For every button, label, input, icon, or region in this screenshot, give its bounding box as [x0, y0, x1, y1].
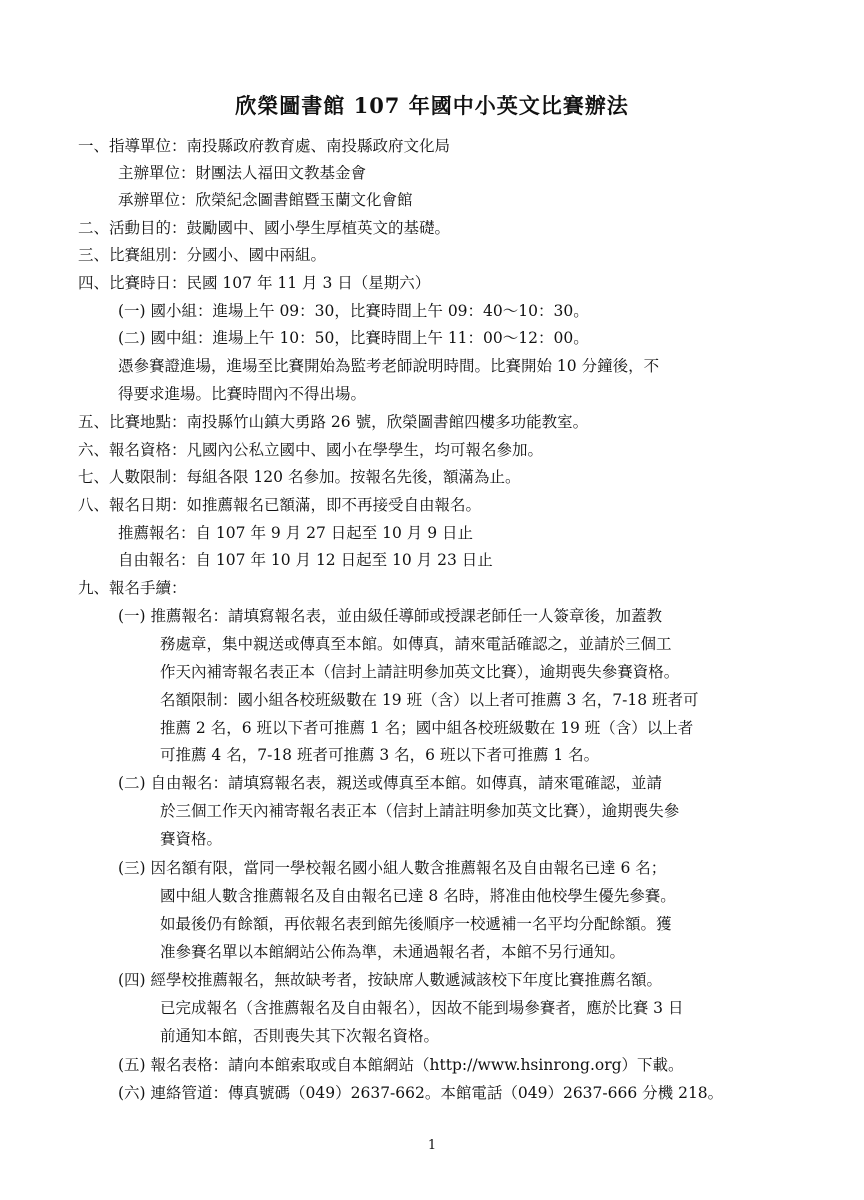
section-4-note-2: 得要求進場。比賽時間內不得出場。 — [118, 385, 367, 403]
section-9-item-1-line-6: 可推薦 4 名，7-18 班者可推薦 3 名，6 班以下者可推薦 1 名。 — [160, 746, 600, 764]
section-9-item-1-line-1: (一) 推薦報名：請填寫報名表，並由級任導師或授課老師任一人簽章後，加蓋教 — [118, 607, 663, 625]
recommend-date-line: 推薦報名：自 107 年 9 月 27 日起至 10 月 9 日止 — [118, 524, 474, 542]
section-9-item-2-line-3: 賽資格。 — [160, 830, 223, 848]
section-4-line: 四、比賽時日：民國 107 年 11 月 3 日（星期六） — [78, 274, 431, 292]
section-9-item-6-line: (六) 連絡管道：傳真號碼（049）2637-662。本館電話（049）2637-666 分機 218。 — [118, 1084, 724, 1102]
section-2-line: 二、活動目的：鼓勵國中、國小學生厚植英文的基礎。 — [78, 219, 451, 237]
section-5-line: 五、比賽地點：南投縣竹山鎮大勇路 26 號，欣榮圖書館四樓多功能教室。 — [78, 413, 589, 431]
section-9-line: 九、報名手續： — [78, 579, 187, 597]
section-9-item-3-line-4: 准參賽名單以本館網站公佈為準，未通過報名者，本館不另行通知。 — [160, 943, 626, 961]
section-9-item-2-line-2: 於三個工作天內補寄報名表正本（信封上請註明參加英文比賽），逾期喪失參 — [160, 802, 680, 820]
section-4-item-2: (二) 國中組：進場上午 10：50，比賽時間上午 11：00～12：00。 — [118, 329, 589, 347]
section-4-item-1: (一) 國小組：進場上午 09：30，比賽時間上午 09：40～10：30。 — [118, 302, 589, 320]
section-3-line: 三、比賽組別：分國小、國中兩組。 — [78, 246, 327, 264]
section-9-item-1-line-5: 推薦 2 名，6 班以下者可推薦 1 名；國中組各校班級數在 19 班（含）以上者 — [160, 719, 694, 737]
section-9-item-1-line-4: 名額限制：國小組各校班級數在 19 班（含）以上者可推薦 3 名，7-18 班者可 — [160, 691, 699, 709]
document-title: 欣榮圖書館 107 年國中小英文比賽辦法 — [235, 93, 629, 118]
section-9-item-4-line-3: 前通知本館，否則喪失其下次報名資格。 — [160, 1027, 440, 1045]
section-8-line: 八、報名日期：如推薦報名已額滿，即不再接受自由報名。 — [78, 496, 482, 514]
organizer-line: 主辦單位：財團法人福田文教基金會 — [118, 164, 367, 182]
section-1-line: 一、指導單位：南投縣政府教育處、南投縣政府文化局 — [78, 137, 451, 155]
section-9-item-1-line-2: 務處章，集中親送或傳真至本館。如傳真，請來電話確認之，並請於三個工 — [160, 635, 672, 653]
section-6-line: 六、報名資格：凡國內公私立國中、國小在學學生，均可報名參加。 — [78, 441, 544, 459]
section-9-item-3-line-2: 國中組人數含推薦報名及自由報名已達 8 名時，將准由他校學生優先參賽。 — [160, 887, 676, 905]
section-9-item-4-line-2: 已完成報名（含推薦報名及自由報名），因故不能到場參賽者，應於比賽 3 日 — [160, 999, 684, 1017]
section-9-item-3-line-3: 如最後仍有餘額，再依報名表到館先後順序一校遞補一名平均分配餘額。獲 — [160, 915, 672, 933]
page-number: 1 — [427, 1138, 437, 1153]
section-4-note-1: 憑參賽證進場，進場至比賽開始為監考老師說明時間。比賽開始 10 分鐘後，不 — [118, 357, 660, 375]
section-9-item-3-line-1: (三) 因名額有限，當同一學校報名國小組人數含推薦報名及自由報名已達 6 名； — [118, 859, 667, 877]
section-9-item-2-line-1: (二) 自由報名：請填寫報名表，親送或傳真至本館。如傳真，請來電確認，並請 — [118, 774, 663, 792]
section-9-item-1-line-3: 作天內補寄報名表正本（信封上請註明參加英文比賽），逾期喪失參賽資格。 — [160, 663, 680, 681]
free-date-line: 自由報名：自 107 年 10 月 12 日起至 10 月 23 日止 — [118, 551, 493, 569]
section-7-line: 七、人數限制：每組各限 120 名參加。按報名先後，額滿為止。 — [78, 468, 521, 486]
section-9-item-4-line-1: (四) 經學校推薦報名，無故缺考者，按缺席人數遞減該校下年度比賽推薦名額。 — [118, 971, 663, 989]
host-line: 承辦單位：欣榮紀念圖書館暨玉蘭文化會館 — [118, 191, 413, 209]
section-9-item-5-line: (五) 報名表格：請向本館索取或自本館網站（http://www.hsinrong.org）下載。 — [118, 1056, 684, 1074]
